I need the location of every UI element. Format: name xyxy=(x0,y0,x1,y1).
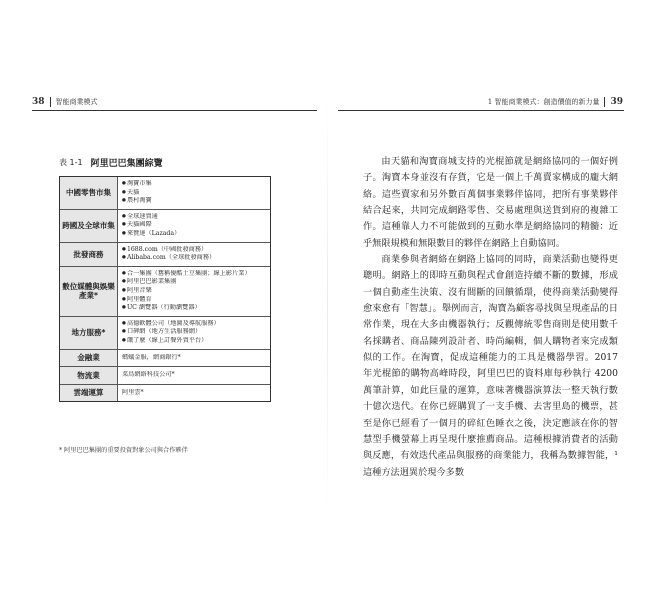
right-page-header xyxy=(488,97,623,107)
items-cell xyxy=(118,267,270,316)
table-row xyxy=(60,316,270,349)
category-cell: 物流業 xyxy=(60,367,118,384)
table-title: 阿里巴巴集團綜覽 xyxy=(90,159,163,169)
category-cell: 中國零售市集 xyxy=(60,177,118,209)
category-cell: 批發商務 xyxy=(60,243,118,266)
table-row xyxy=(60,209,270,242)
category-cell: 金融業 xyxy=(60,350,118,367)
items-cell xyxy=(118,317,270,349)
list-item: ● 1688.com（中國批發商務） xyxy=(122,246,266,255)
list-item: ● Alibaba.com（全球批發商務） xyxy=(122,254,266,263)
list-item: ● 全球速賣通 xyxy=(122,213,266,222)
right-header-rule xyxy=(338,110,624,111)
table-caption xyxy=(59,156,163,169)
list-item: 菜鳥網絡科技公司* xyxy=(122,371,175,379)
category-cell: 數位媒體與娛樂產業* xyxy=(60,267,118,316)
chapter-title: 1 智能商業模式：創造價值的新力量 xyxy=(487,98,600,106)
table-row xyxy=(60,384,270,402)
table-footnote: * 阿里巴巴集團的重要投資對象公司與合作夥伴 xyxy=(59,447,188,454)
list-item: 阿里雲* xyxy=(122,388,144,396)
list-item: ● 天貓國際 xyxy=(122,221,266,230)
header-separator xyxy=(50,97,51,107)
items-cell xyxy=(118,243,270,266)
list-item: ● 阿里體育 xyxy=(122,296,266,305)
table-row xyxy=(60,242,270,266)
items-cell xyxy=(118,177,270,209)
left-page-number: 38 xyxy=(32,97,45,107)
list-item: ● 阿里音樂 xyxy=(122,287,266,296)
list-item: ● 合一集團（舊稱優酷土豆集團；線上影片業） xyxy=(122,270,266,279)
list-item: ● UC 瀏覽器（行動瀏覽器） xyxy=(122,304,266,313)
list-item: ● 農村淘寶 xyxy=(122,197,266,206)
book-title: 智能商業模式 xyxy=(55,98,98,106)
header-separator xyxy=(604,97,605,107)
list-item: 螞蟻金服，網商銀行* xyxy=(122,353,181,361)
body-text xyxy=(363,154,618,481)
list-item: ● 天貓 xyxy=(122,189,266,198)
table-row xyxy=(60,349,270,367)
items-cell xyxy=(118,367,270,384)
category-cell: 跨國及全球市集 xyxy=(60,210,118,242)
items-cell xyxy=(118,350,270,367)
paragraph: 商業參與者網絡在網路上協同的同時，商業活動也變得更聰明。網路上的即時互動與程式會創造持續不斷的數據，形成一個自動產生決策、沒有間斷的回饋循環，使得商業活動變得愈來愈有「智慧」。舉例而言，淘寶為顧客尋找與呈現產品的日常作業，現在大多由機器執行；反觀傳統零售商則是使用數千名採購者、商品陳列設計者、時尚編輯，個人購物者來完成類似的工作。在淘寶，促成這種能力的工具是機器學習。2017 年光棍節的購物高峰時段，阿里巴巴的資料庫每秒執行 4200 萬筆計算，如此巨量的運算，意味著機器演算法一整天執行數十億次迭代。在你已經購買了一支手機、去害里島的機票，甚至是你已經看了一個月的碎紅色睡衣之後，決定應該在你的智慧型手機螢幕上再呈現什麼推薦商品。這種根據消費者的活動與反應，有效迭代產品與服務的商業能力，我稱為數據智能，¹ 這種方法迥異於現今多數 xyxy=(363,254,618,478)
table-row xyxy=(60,266,270,316)
list-item: ● 阿里巴巴影業集團 xyxy=(122,278,266,287)
paragraph: 由天貓和淘寶商城支持的光棍節就是網絡協同的一個好例子。淘寶本身並沒有存貨，它是一個上千萬賣家構成的龐大網絡。這些賣家和另外數百萬個事業夥伴協同，把所有事業夥伴結合起來，共同完成網路零售、交易處理與送貨到府的複雜工作。這種靠人力不可能做到的互動水準是網絡協同的精髓：近乎無限規模和無限數目的夥伴在網路上自動協同。 xyxy=(363,156,618,249)
right-page-number: 39 xyxy=(610,97,623,107)
left-page-header xyxy=(32,97,98,107)
list-item: ● 餓了麼（線上訂餐外賣平台） xyxy=(122,337,266,346)
alibaba-overview-table xyxy=(59,176,271,402)
list-item: ● 口碑網（地方生活服務網） xyxy=(122,328,266,337)
items-cell xyxy=(118,385,270,402)
left-header-rule xyxy=(32,110,317,111)
category-cell: 雲端運算 xyxy=(60,385,118,402)
list-item: ● 淘寶市集 xyxy=(122,180,266,189)
items-cell xyxy=(118,210,270,242)
category-cell: 地方服務* xyxy=(60,317,118,349)
list-item: ● 高德軟體公司（地圖及導航服務） xyxy=(122,320,266,329)
page-gutter xyxy=(327,90,328,520)
table-label: 表 1-1 xyxy=(59,158,83,167)
table-row xyxy=(60,366,270,384)
list-item: ● 來贊達（Lazada） xyxy=(122,230,266,239)
table-row xyxy=(60,177,270,209)
